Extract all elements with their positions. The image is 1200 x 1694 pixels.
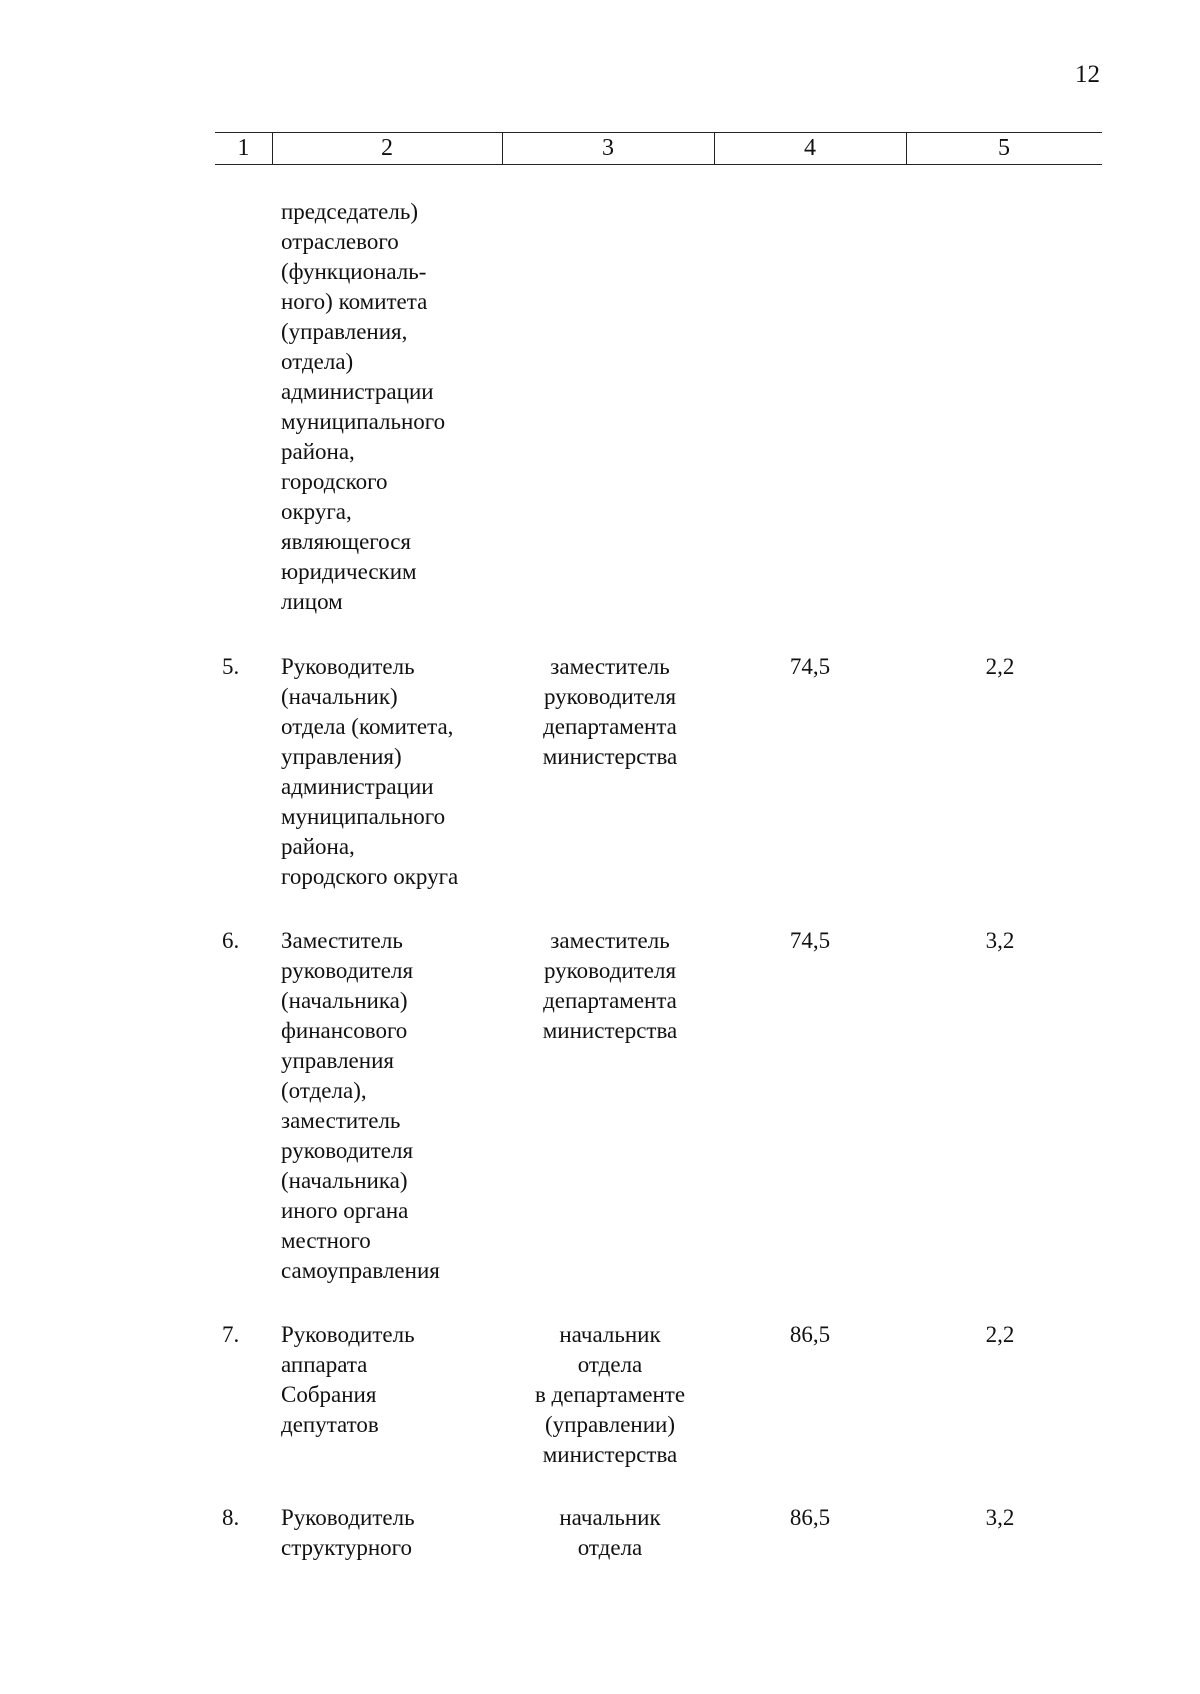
row-col4-value: 86,5 xyxy=(789,1505,831,1530)
row-position: Заместитель руководителя (начальника) финансового управления (отдела), заместитель руководителя (начальника) иного органа местного самоуправления xyxy=(281,928,440,1283)
row-number: 8. xyxy=(222,1505,240,1530)
header-col-4: 4 xyxy=(714,133,907,164)
row-col5-value: 2,2 xyxy=(985,654,1015,679)
row-number: 6. xyxy=(222,928,240,953)
row-col4-value: 86,5 xyxy=(789,1322,831,1347)
continuation-position-text: председатель) отраслевого (функциональ- ного) комитета (управления, отдела) администрации муниципального района, городского округа, являющегося юридическим лицом xyxy=(281,199,446,614)
row-equivalent-position: начальник отдела xyxy=(559,1505,661,1560)
row-position: Руководитель (начальник) отдела (комитета, управления) администрации муниципального района, городского округа xyxy=(281,654,459,889)
row-col4-value: 74,5 xyxy=(789,928,831,953)
row-col5-value: 2,2 xyxy=(985,1322,1015,1347)
row-col5-value: 3,2 xyxy=(985,928,1015,953)
page-number: 12 xyxy=(1075,61,1100,88)
row-number: 7. xyxy=(222,1322,240,1347)
header-col-3: 3 xyxy=(502,133,715,164)
row-col4-value: 74,5 xyxy=(789,654,831,679)
row-position: Руководитель аппарата Собрания депутатов xyxy=(281,1322,415,1437)
header-col-5: 5 xyxy=(998,135,1010,161)
row-equivalent-position: заместитель руководителя департамента министерства xyxy=(542,928,678,1043)
row-equivalent-position: начальник отдела в департаменте (управлении) министерства xyxy=(534,1322,686,1467)
table-header-row xyxy=(215,132,1102,165)
row-position: Руководитель структурного xyxy=(281,1505,415,1560)
header-col-1: 1 xyxy=(215,133,273,164)
row-equivalent-position: заместитель руководителя департамента министерства xyxy=(542,654,678,769)
header-col-2: 2 xyxy=(272,133,503,164)
row-col5-value: 3,2 xyxy=(985,1505,1015,1530)
row-number: 5. xyxy=(222,654,240,679)
